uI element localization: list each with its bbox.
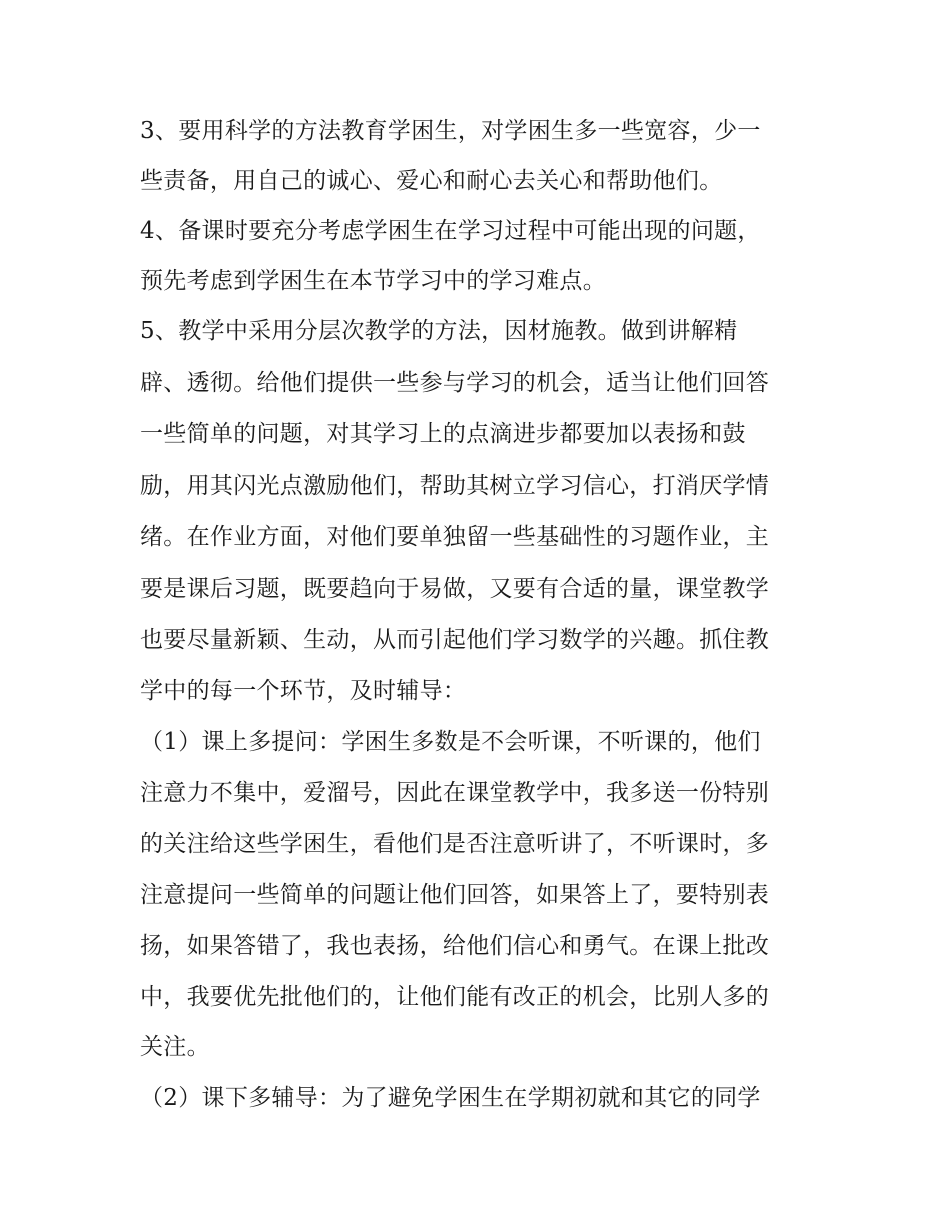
text-line: 励，用其闪光点激励他们，帮助其树立学习信心，打消厌学情 bbox=[140, 473, 770, 499]
text-line: 中，我要优先批他们的，让他们能有改正的机会，比别人多的 bbox=[140, 984, 770, 1010]
text-line: 的关注给这些学困生，看他们是否注意听讲了，不听课时，多 bbox=[140, 831, 770, 857]
text-line: 辟、透彻。给他们提供一些参与学习的机会，适当让他们回答 bbox=[140, 370, 770, 396]
text-line: （1）课上多提问：学困生多数是不会听课，不听课的，他们 bbox=[140, 729, 761, 755]
text-line: （2）课下多辅导：为了避免学困生在学期初就和其它的同学 bbox=[140, 1085, 761, 1111]
text-line: 要是课后习题，既要趋向于易做，又要有合适的量，课堂教学 bbox=[140, 576, 770, 602]
text-line: 学中的每一个环节，及时辅导： bbox=[140, 678, 467, 704]
text-line: 注意力不集中，爱溜号，因此在课堂教学中，我多送一份特别 bbox=[140, 780, 770, 806]
text-line: 也要尽量新颖、生动，从而引起他们学习数学的兴趣。抓住教 bbox=[140, 627, 770, 653]
text-line: 3、要用科学的方法教育学困生，对学困生多一些宽容，少一 bbox=[140, 118, 761, 144]
text-line: 预先考虑到学困生在本节学习中的学习难点。 bbox=[140, 268, 606, 294]
text-line: 扬，如果答错了，我也表扬，给他们信心和勇气。在课上批改 bbox=[140, 933, 770, 959]
text-line: 些责备，用自己的诚心、爱心和耐心去关心和帮助他们。 bbox=[140, 168, 723, 194]
text-line: 绪。在作业方面，对他们要单独留一些基础性的习题作业，主 bbox=[140, 524, 770, 550]
text-line: 关注。 bbox=[140, 1034, 210, 1060]
text-line: 5、教学中采用分层次教学的方法，因材施教。做到讲解精 bbox=[140, 318, 738, 344]
text-line: 一些简单的问题，对其学习上的点滴进步都要加以表扬和鼓 bbox=[140, 421, 746, 447]
text-line: 4、备课时要充分考虑学困生在学习过程中可能出现的问题， bbox=[140, 218, 761, 244]
text-line: 注意提问一些简单的问题让他们回答，如果答上了，要特别表 bbox=[140, 882, 770, 908]
